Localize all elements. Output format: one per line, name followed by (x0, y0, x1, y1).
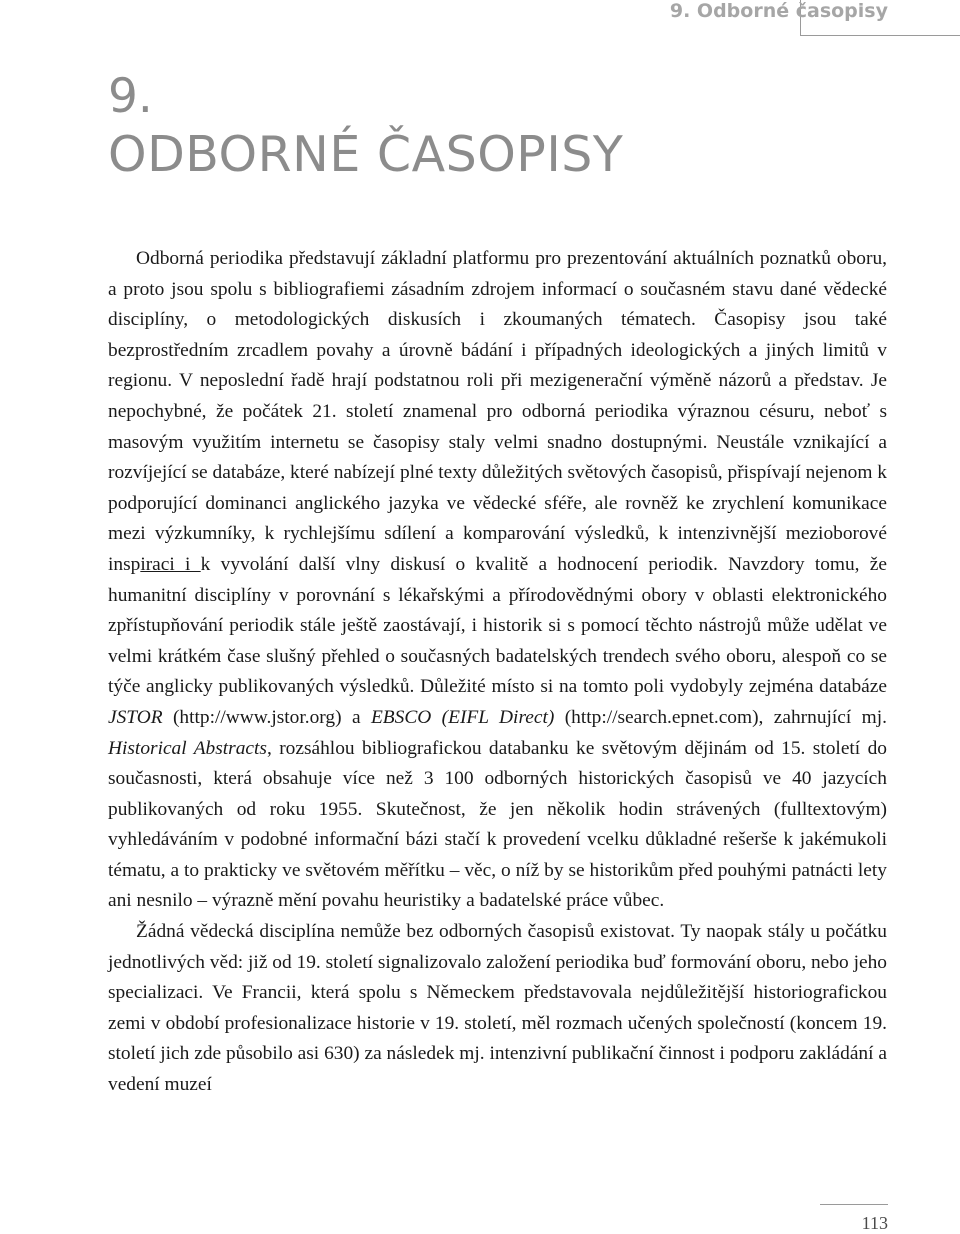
paragraph-1-part-b: k vyvolání další vlny diskusí o kvalitě a hodnocení periodik. Navzdory tomu, že humanitní disciplíny v porovnání s lékařskými a přírodovědnými obory v oblasti elektronického zpřístupňování periodik stále ještě zaostávají, i historik si s pomocí těchto nástrojů může udělat ve velmi krátkém čase slušný přehled o současných badatelských trendech svého oboru, alespoň co se týče anglicky publikovaných výsledků. Důležité místo si na tomto poli vydobyly zejména databáze (108, 553, 887, 698)
underlined-fragment: iraci i (140, 553, 201, 575)
chapter-number: 9. (108, 69, 153, 124)
footer-rule (820, 1204, 888, 1205)
paragraph-1-part-c: (http://www.jstor.org) a (162, 706, 371, 728)
jstor-name: JSTOR (108, 706, 163, 728)
chapter-title: ODBORNÉ ČASOPISY (108, 126, 624, 183)
running-head-title: 9. Odborné časopisy (669, 0, 888, 22)
paragraph-1-part-d: (http://search.epnet.com), zahrnující mj. (554, 706, 887, 728)
paragraph-1-part-a: Odborná periodika představují základní platformu pro prezentování aktuálních poznatků oboru, a proto jsou spolu s bibliografiemi zásadním zdrojem informací o současném stavu dané vědecké disciplíny, o metodologických diskusích i zkoumaných tématech. Časopisy jsou také bezprostředním zrcadlem povahy a úrovně bádání i případných ideologických a jiných limitů v regionu. V neposlední řadě hrají podstatnou roli při mezigenerační výměně názorů a představ. Je nepochybné, že počátek 21. století znamenal pro odborná periodika výraznou césuru, neboť s masovým využitím internetu se časopisy staly velmi snadno dostupnými. Neustále vznikající a rozvíjející se databáze, které nabízejí plné texty důležitých světových časopisů, přispívají nejenom k podporující dominanci anglického jazyka ve vědecké sféře, ale rovněž ke zrychlení komunikace mezi výzkumníky, k rychlejšímu sdílení a komparování výsledků, k intenzivnější mezioborové insp (108, 248, 887, 575)
paragraph-1-part-e: , rozsáhlou bibliografickou databanku ke světovým dějinám od 15. století do současnosti, která obsahuje více než 3 100 odborných historických časopisů ve 40 jazycích publikovaných od roku 1955. Skutečnost, že jen několik hodin strávených (fulltextovým) vyhledáváním v podobné informační bázi stačí k provedení vcelku důkladné rešerše k jakémukoli tématu, a to prakticky ve světovém měřítku – věc, o níž by se historikům před pouhými patnácti lety ani nesnilo – výrazně mění povahu heuristiky a badatelské práce vůbec. (108, 737, 887, 912)
historical-abstracts-name: Historical Abstracts (108, 737, 267, 759)
paragraph-2: Žádná vědecká disciplína nemůže bez odborných časopisů existovat. Ty naopak stály u počátku jednotlivých věd: již od 19. století signalizovalo založení periodika buď formování oboru, nebo jeho specializaci. Ve Francii, která spolu s Německem představovala nejdůležitější historiografickou zemi v období profesionalizace historie v 19. století, měl rozmach učených společností (koncem 19. století jich zde působilo asi 630) za následek mj. intenzivní publikační činnost i podporu zakládání a vedení muzeí (108, 921, 887, 1096)
ebsco-name: EBSCO (EIFL Direct) (370, 706, 555, 728)
body-text (108, 244, 887, 1101)
paragraph-1 (108, 244, 887, 917)
page-number: 113 (861, 1213, 888, 1233)
